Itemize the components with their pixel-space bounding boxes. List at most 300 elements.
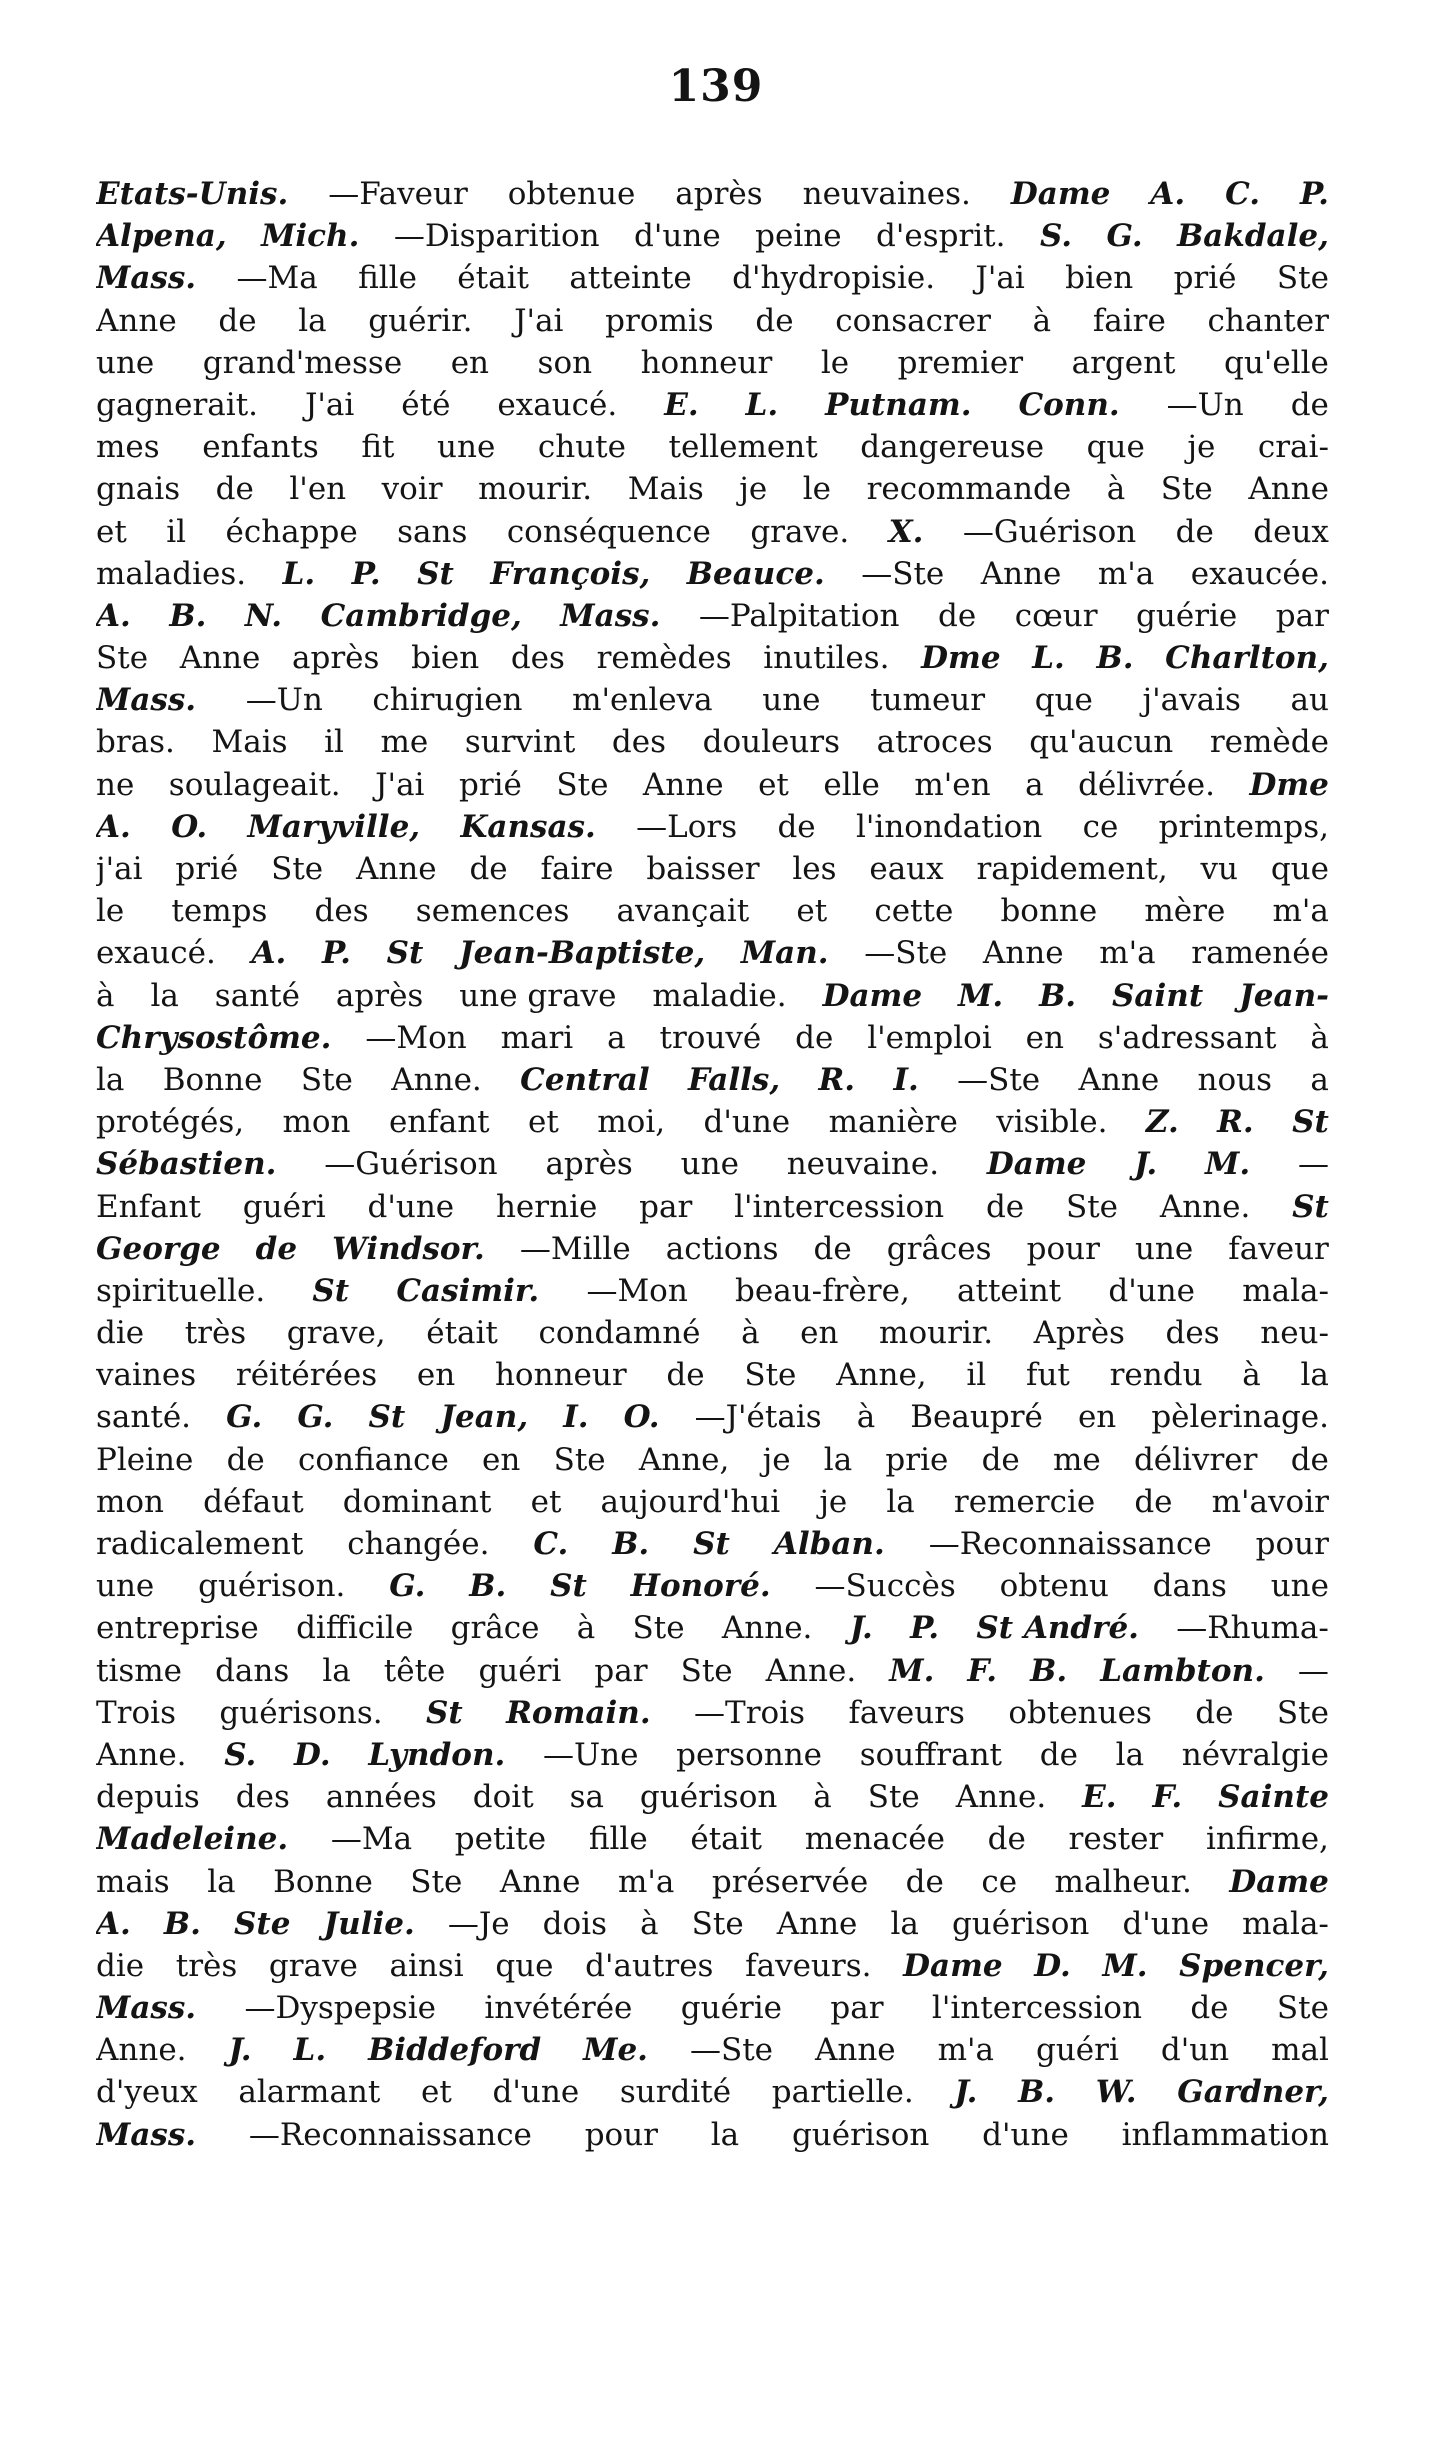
word: d'esprit. [875,218,1006,255]
word: été [401,386,451,423]
word: prié [458,766,522,803]
word: je [739,471,768,508]
place-or-name-word: B. [1096,640,1134,677]
word: —J'étais [694,1399,822,1436]
place-or-name-word: St [1292,1104,1329,1141]
word: m'en [914,766,991,803]
place-or-name-word: Dame [1229,1863,1329,1900]
word: chirugien [372,682,523,719]
place-or-name-word: B. [169,597,207,634]
place-or-name-word: Falls, [687,1061,781,1098]
place-or-name-word: A. [251,935,287,972]
word: manière [828,1104,958,1141]
place-or-name-word: Romain. [506,1694,651,1731]
word: d'une [982,2116,1069,2153]
word: mes [96,429,160,466]
word: exaucé. [497,386,618,423]
word: pour [1255,1526,1329,1562]
word: que [495,1947,554,1984]
place-or-name-word: L. [1032,640,1065,677]
word: Ste [680,1652,733,1689]
word: remède [1209,724,1329,761]
word: bien [411,640,480,677]
word: névralgie [1181,1736,1329,1773]
word: de [226,1441,265,1478]
word: était [457,260,529,297]
word: je [819,1483,848,1520]
word: —Ma [236,260,318,297]
word: une [1270,1568,1329,1605]
word: prié [1173,260,1237,297]
word: de [905,1863,944,1900]
word: d'yeux [96,2074,198,2111]
word: années [325,1779,437,1816]
place-or-name-word: Sainte [1218,1779,1329,1816]
place-or-name-word: B. [1039,977,1077,1014]
word: une [762,682,821,719]
word: après [335,977,424,1014]
word: dominant [342,1483,492,1520]
word: je [762,1441,791,1478]
word: dangereuse [860,429,1045,466]
place-or-name-word: François, [490,555,651,592]
place-or-name-word: St [1292,1188,1329,1225]
word: s'adressant [1097,1019,1277,1056]
word: Anne. [96,2032,187,2069]
word: m'a [937,2032,995,2069]
word: cette [874,893,954,930]
text-line [96,384,1329,426]
word: Ste [1276,1990,1329,2027]
text-line [96,848,1329,890]
word: d'une [1108,1272,1195,1309]
word: les [792,851,837,887]
word: invétérée [484,1990,633,2027]
word: alarmant [238,2074,381,2111]
word: une [437,429,496,466]
word: Anne [1078,1061,1160,1098]
place-or-name-word: Dame [986,1146,1087,1183]
text-line [96,1354,1329,1396]
word: dans [1152,1568,1227,1605]
text-line [96,1776,1329,1818]
word: une [96,1568,155,1605]
word: de [985,1188,1025,1225]
word: guérison [639,1779,778,1816]
text-line [96,1945,1329,1987]
word: Anne [1248,471,1329,508]
word: et [96,513,127,550]
word: la [1115,1736,1145,1773]
place-or-name-word: D. [294,1736,331,1773]
word: était [690,1821,763,1858]
word: très [184,1315,247,1352]
text-line [96,2029,1329,2071]
word: prié [175,851,239,887]
word: semences [415,893,570,930]
place-or-name-word: St [693,1526,730,1562]
word: d'une [367,1188,455,1225]
place-or-name-word: Conn. [1018,386,1120,423]
word: J'ai [375,766,425,803]
word: en [482,1441,521,1478]
place-or-name-word: Charlton, [1165,640,1329,677]
word: Après [1033,1315,1125,1352]
place-or-name-word: P. [321,935,351,972]
word: honneur [494,1357,627,1394]
place-or-name-word: G. [226,1399,263,1436]
word: guéri [242,1188,326,1225]
word: Ste [867,1779,920,1816]
text-line [96,1101,1329,1143]
word: Anne [642,766,724,803]
word: — [1297,1652,1329,1689]
word: son [537,344,593,381]
word: mourir. [478,471,593,508]
word: j'ai [96,851,143,887]
word: l'en [289,471,347,508]
word: prie [885,1441,949,1478]
word: Pleine [96,1441,194,1478]
place-or-name-word: B. [469,1568,507,1605]
word: de [1290,1441,1329,1478]
place-or-name-word: St André. [976,1610,1139,1647]
place-or-name-word: St [368,1399,406,1436]
word: Anne, [836,1357,927,1394]
place-or-name-word: Saint [1112,977,1204,1014]
text-line [96,426,1329,468]
word: la [823,1441,853,1478]
word: le [96,893,125,930]
word: —Faveur [328,176,468,212]
word: défaut [203,1483,304,1520]
place-or-name-word: M. [889,1652,935,1689]
word: ramenée [1191,935,1329,972]
word: survint [464,724,576,761]
text-line [96,553,1329,595]
word: gnais [96,471,181,508]
word: Anne [982,935,1064,972]
word: neuvaines. [802,176,971,212]
word: en [800,1315,839,1352]
word: personne [676,1736,823,1773]
word: après [675,176,763,212]
word: des [510,640,565,677]
word: par [1275,597,1329,634]
text-line [96,1987,1329,2029]
word: —Mon [365,1019,467,1056]
word: tisme [96,1652,183,1689]
text-line [96,1396,1329,1438]
place-or-name-word: Honoré. [630,1568,771,1605]
place-or-name-word: F. [1152,1779,1183,1816]
word: ainsi [389,1947,464,1984]
word: surdité [619,2074,732,2111]
place-or-name-word: O. [623,1399,660,1436]
word: guéri [1035,2032,1119,2069]
place-or-name-word: Jean- [1239,977,1329,1014]
word: et [528,1104,559,1141]
word: Ste [1276,260,1329,297]
word: rapidement, [976,851,1168,887]
word: Anne [96,302,177,339]
place-or-name-word: B. [1030,1652,1068,1689]
word: dans [215,1652,290,1689]
word: deux [1253,513,1329,550]
word: Bonne [162,1061,263,1098]
word: Ste [1276,1694,1329,1731]
place-or-name-word: S. [224,1736,257,1773]
place-or-name-word: St [550,1568,587,1605]
word: en [1025,1019,1064,1056]
word: Bonne [273,1863,373,1900]
word: actions [665,1230,779,1267]
word: l'emploi [867,1019,992,1056]
word: faire [540,851,614,887]
place-or-name-word: Central [520,1061,650,1098]
word: conséquence [506,513,711,550]
text-line [96,637,1329,679]
word: Ste [1160,471,1213,508]
place-or-name-word: Mass. [96,260,197,297]
word: fit [361,429,395,466]
word: bras. [96,724,175,761]
word: honneur [640,344,773,381]
place-or-name-word: M. [1102,1947,1148,1984]
word: à [640,1905,659,1942]
word: obtenues [1008,1694,1152,1731]
word: Anne [179,640,261,677]
word: des [314,893,369,930]
text-line [96,1607,1329,1649]
body-text [96,173,1329,2156]
word: à [813,1779,832,1816]
word: à [1106,471,1126,508]
word: l'intercession [734,1188,945,1225]
word: Anne [776,1905,858,1942]
word: Ste [1065,1188,1118,1225]
word: qu'elle [1224,344,1329,381]
word: moi, [597,1104,666,1141]
place-or-name-word: A. [96,1905,131,1942]
word: de [215,471,254,508]
word: Ste [553,1441,606,1478]
word: Ste [691,1905,744,1942]
word: la [207,1863,236,1900]
word: recommande [866,471,1072,508]
text-line [96,1818,1329,1860]
word: —Lors [636,808,738,845]
word: —Succès [814,1568,956,1605]
word: après [545,1146,633,1183]
word: obtenue [507,176,636,212]
word: très [175,1947,238,1984]
text-line [96,1059,1329,1101]
word: —Trois [694,1694,806,1731]
place-or-name-word: Dme [1249,766,1329,803]
word: d'une [1122,1905,1210,1942]
place-or-name-word: R. [1217,1104,1254,1141]
word: à [856,1399,876,1436]
place-or-name-word: Bakdale, [1177,218,1329,255]
place-or-name-word: F. [967,1652,998,1689]
word: délivrée. [1078,766,1215,803]
word: que [1270,851,1329,887]
word: m'a [617,1863,675,1900]
word: j'avais [1142,682,1241,719]
word: tumeur [870,682,986,719]
word: Mais [627,471,704,508]
word: ce [1082,808,1119,845]
word: a [1310,1061,1329,1098]
place-or-name-word: Gardner, [1177,2074,1329,2111]
word: die [96,1315,145,1352]
word: la [150,977,179,1014]
word: mal [1271,2032,1329,2069]
word: je [1187,429,1216,466]
text-line [96,1143,1329,1185]
word: santé [214,977,300,1014]
word: m'a [1099,935,1156,972]
place-or-name-word: S. [1039,218,1073,255]
text-line [96,1650,1329,1692]
word: —Rhuma- [1176,1610,1329,1647]
word: grave, [286,1315,386,1352]
text-line [96,2071,1329,2113]
text-line [96,890,1329,932]
word: pèlerinage. [1151,1399,1329,1436]
word: rester [1068,1821,1164,1858]
place-or-name-word: J. [1134,1146,1158,1183]
word: obtenu [999,1568,1109,1605]
word: de [666,1357,705,1394]
text-line [96,1017,1329,1059]
word: —Une [543,1736,639,1773]
place-or-name-word: I. [893,1061,919,1098]
word: la [890,1905,919,1942]
word: de [755,302,794,339]
word: il [166,513,187,550]
word: chute [537,429,626,466]
word: avançait [616,893,750,930]
word: une [680,1146,739,1183]
place-or-name-word: A. [96,597,131,634]
word: sans [397,513,468,550]
word: Anne [355,851,437,887]
place-or-name-word: Kansas. [460,808,596,845]
word: bonne [1000,893,1098,930]
word: neuvaine. [786,1146,940,1183]
word: grave [268,1947,358,1984]
word: malheur. [1054,1863,1192,1900]
word: Trois [96,1694,176,1731]
word: de [1190,1990,1229,2027]
text-line [96,173,1329,215]
word: atteint [957,1272,1062,1309]
place-or-name-word: Alpena, [96,218,227,255]
word: chanter [1207,302,1329,339]
place-or-name-word: Etats-Unis. [96,176,289,212]
word: guérisons. [219,1694,383,1731]
word: d'une [634,218,721,255]
word: de [218,302,257,339]
word: eaux [869,851,944,887]
text-line [96,1734,1329,1776]
place-or-name-word: Chrysostôme. [96,1019,332,1056]
word: de [469,851,508,887]
text-line [96,975,1329,1017]
text-line [96,215,1329,257]
word: grâce [450,1610,540,1647]
place-or-name-word: A. [1150,176,1186,212]
word: au [1290,682,1329,719]
text-line [96,1565,1329,1607]
word: guérison [951,1905,1090,1942]
word: Anne. [721,1610,813,1647]
word: —Mille [519,1230,631,1267]
word: d'une [703,1104,791,1141]
word: cœur [1014,597,1098,634]
word: premier [897,344,1024,381]
place-or-name-word: Spencer, [1179,1947,1329,1984]
word: Anne. [1159,1188,1251,1225]
word: promis [605,302,714,339]
word: la [710,2116,740,2153]
word: fille [358,260,417,297]
word: il [966,1357,987,1394]
word: faveurs [848,1694,965,1731]
word: —Dyspepsie [244,1990,436,2027]
word: exaucé. [96,935,216,972]
word: à [576,1610,596,1647]
word: délivrer [1133,1441,1258,1478]
place-or-name-word: P. [351,555,381,592]
word: par [594,1652,648,1689]
word: qu'aucun [1029,724,1174,761]
word: nous [1197,1061,1273,1098]
word: des [235,1779,290,1816]
text-line [96,764,1329,806]
text-line [96,1228,1329,1270]
word: menacée [804,1821,945,1858]
place-or-name-word: G. [297,1399,334,1436]
place-or-name-word: Mass. [96,1990,197,2027]
word: mais [96,1863,170,1900]
place-or-name-word: Lyndon. [368,1736,506,1773]
word: tête [383,1652,446,1689]
place-or-name-word: C. [1225,176,1261,212]
word: peine [755,218,842,255]
word: mère [1144,893,1226,930]
place-or-name-word: N. [244,597,283,634]
word: de [1039,1736,1078,1773]
text-line [96,342,1329,384]
word: mon [96,1483,165,1520]
word: que [1034,682,1093,719]
word: de [1290,386,1329,423]
word: une [96,344,155,381]
word: —Ste [957,1061,1041,1098]
word: condamné [538,1315,701,1352]
word: à [1310,1019,1329,1056]
word: en [1077,1399,1117,1436]
word: douleurs [702,724,841,761]
word: Ste [410,1863,463,1900]
text-line [96,806,1329,848]
word: soulageait. [168,766,341,803]
word: en [416,1357,456,1394]
word: sa [569,1779,604,1816]
